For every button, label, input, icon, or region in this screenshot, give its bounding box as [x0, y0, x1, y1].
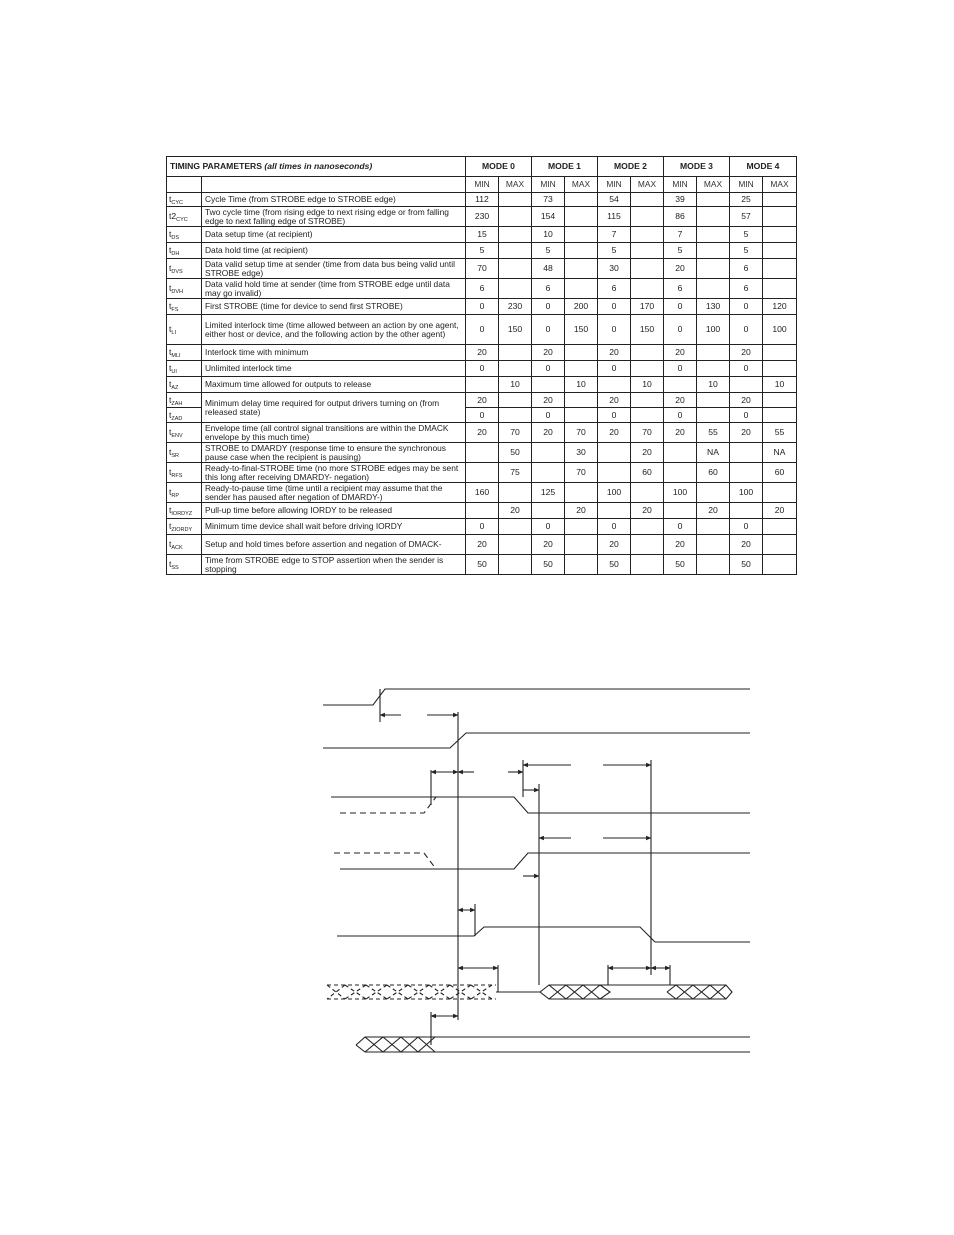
- signal-waveform-5: [337, 927, 750, 942]
- min-value: 20: [532, 423, 565, 443]
- max-value: 20: [697, 503, 730, 519]
- max-value: 100: [697, 315, 730, 345]
- min-value: 20: [664, 345, 697, 361]
- symbol-text: t2: [169, 211, 177, 221]
- symbol-text: t: [169, 283, 172, 293]
- parameter-description: Pull-up time before allowing IORDY to be released: [202, 503, 466, 519]
- max-value: 150: [631, 315, 664, 345]
- min-value: 0: [730, 299, 763, 315]
- max-value: 70: [631, 423, 664, 443]
- min-value: 48: [532, 259, 565, 279]
- min-value: 0: [730, 315, 763, 345]
- signal-waveform-1: [323, 689, 750, 705]
- max-label: MAX: [697, 177, 730, 193]
- min-value: 39: [664, 193, 697, 207]
- min-value: 25: [730, 193, 763, 207]
- min-value: 20: [532, 535, 565, 555]
- symbol-text: t: [169, 324, 172, 334]
- min-value: 0: [598, 315, 631, 345]
- symbol-subscript: SR: [171, 453, 180, 459]
- symbol-text: t: [169, 245, 172, 255]
- parameter-description: Maximum time allowed for outputs to release: [202, 377, 466, 393]
- table-title-note: (all times in nanoseconds): [264, 161, 373, 171]
- min-value: 0: [664, 315, 697, 345]
- min-value: 0: [532, 315, 565, 345]
- symbol-text: t: [169, 347, 172, 357]
- symbol-subscript: ZIORDY: [171, 527, 193, 533]
- max-value: NA: [763, 443, 797, 463]
- max-value: 100: [763, 315, 797, 345]
- symbol-text: t: [169, 394, 172, 405]
- max-value: 10: [697, 377, 730, 393]
- symbol-subscript: CYC: [176, 217, 188, 223]
- max-value: 30: [565, 443, 598, 463]
- min-value: 5: [730, 243, 763, 259]
- max-value: 230: [499, 299, 532, 315]
- symbol-text: t: [169, 447, 172, 457]
- max-value: 55: [763, 423, 797, 443]
- parameter-description: Unlimited interlock time: [202, 361, 466, 377]
- min-value: 100: [730, 483, 763, 503]
- symbol-subscript: MLI: [171, 353, 181, 359]
- symbol-text: t: [169, 505, 172, 515]
- signal-waveform-3-dashed: [340, 797, 436, 813]
- min-value: 6: [664, 279, 697, 299]
- parameter-description: Time from STROBE edge to STOP assertion when the sender is stopping: [202, 555, 466, 575]
- min-value: 20: [466, 535, 499, 555]
- parameter-description: Data hold time (at recipient): [202, 243, 466, 259]
- symbol-subscript: DVS: [171, 269, 183, 275]
- max-value: 10: [631, 377, 664, 393]
- max-value: 170: [631, 299, 664, 315]
- min-value: 100: [664, 483, 697, 503]
- symbol-subscript: ACK: [171, 545, 183, 551]
- symbol-text: t: [169, 487, 172, 497]
- min-value: 0: [466, 408, 499, 423]
- min-value: 0: [532, 519, 565, 535]
- parameter-description: Minimum time device shall wait before driving IORDY: [202, 519, 466, 535]
- max-value: 60: [631, 463, 664, 483]
- symbol-subscript: UI: [171, 369, 177, 375]
- min-value: 0: [466, 519, 499, 535]
- min-label: MIN: [598, 177, 631, 193]
- max-value: 55: [697, 423, 730, 443]
- parameter-description: Minimum delay time required for output drivers turning on (from released state): [202, 393, 466, 423]
- symbol-subscript: IORDYZ: [171, 511, 193, 517]
- max-value: 70: [565, 423, 598, 443]
- min-value: 5: [730, 227, 763, 243]
- min-value: 20: [598, 535, 631, 555]
- symbol-subscript: LI: [171, 330, 176, 336]
- symbol-subscript: SS: [171, 565, 179, 571]
- min-value: 0: [730, 519, 763, 535]
- min-value: 30: [598, 259, 631, 279]
- signal-waveform-4: [340, 853, 750, 869]
- min-value: 160: [466, 483, 499, 503]
- parameter-description: Setup and hold times before assertion and negation of DMACK-: [202, 535, 466, 555]
- min-value: 10: [532, 227, 565, 243]
- bottom-bus-waveform: [356, 1037, 750, 1052]
- max-label: MAX: [565, 177, 598, 193]
- max-label: MAX: [499, 177, 532, 193]
- min-value: 6: [466, 279, 499, 299]
- min-value: 6: [730, 279, 763, 299]
- min-value: 0: [664, 299, 697, 315]
- parameter-description: Limited interlock time (time allowed between an action by one agent, either host or device, and the following action by the other agent): [202, 315, 466, 345]
- min-value: 20: [730, 345, 763, 361]
- min-value: 0: [598, 519, 631, 535]
- symbol-subscript: RP: [171, 493, 180, 499]
- min-value: 73: [532, 193, 565, 207]
- mode-header: MODE 3: [664, 157, 730, 177]
- max-value: 10: [499, 377, 532, 393]
- symbol-text: t: [169, 263, 172, 273]
- parameter-description: First STROBE (time for device to send first STROBE): [202, 299, 466, 315]
- symbol-subscript: RFS: [171, 473, 183, 479]
- max-value: 60: [763, 463, 797, 483]
- min-value: 0: [598, 408, 631, 423]
- min-value: 0: [598, 299, 631, 315]
- min-value: 54: [598, 193, 631, 207]
- max-value: 10: [565, 377, 598, 393]
- min-value: 50: [466, 555, 499, 575]
- max-value: 150: [565, 315, 598, 345]
- max-label: MAX: [763, 177, 797, 193]
- parameter-description: Data valid setup time at sender (time from data bus being valid until STROBE edge): [202, 259, 466, 279]
- min-value: 20: [532, 393, 565, 408]
- max-value: 20: [631, 503, 664, 519]
- max-value: 20: [499, 503, 532, 519]
- max-value: 10: [763, 377, 797, 393]
- min-value: 115: [598, 207, 631, 227]
- min-value: 0: [664, 408, 697, 423]
- min-value: 6: [730, 259, 763, 279]
- min-value: 20: [664, 259, 697, 279]
- min-value: 20: [664, 535, 697, 555]
- max-value: NA: [697, 443, 730, 463]
- max-value: 70: [499, 423, 532, 443]
- min-value: 6: [532, 279, 565, 299]
- min-value: 100: [598, 483, 631, 503]
- min-label: MIN: [532, 177, 565, 193]
- signal-waveform-2: [323, 733, 750, 748]
- min-value: 20: [466, 423, 499, 443]
- min-value: 5: [598, 243, 631, 259]
- symbol-text: t: [169, 427, 172, 437]
- mode-header: MODE 2: [598, 157, 664, 177]
- symbol-subscript: DH: [171, 251, 180, 257]
- parameter-description: Ready-to-pause time (time until a recipient may assume that the sender has paused after negation of DMARDY-): [202, 483, 466, 503]
- min-value: 0: [466, 299, 499, 315]
- min-value: 112: [466, 193, 499, 207]
- symbol-subscript: DVH: [171, 289, 184, 295]
- max-value: 60: [697, 463, 730, 483]
- min-value: 0: [532, 361, 565, 377]
- min-value: 20: [466, 345, 499, 361]
- symbol-text: t: [169, 409, 172, 420]
- parameter-description: Two cycle time (from rising edge to next rising edge or from falling edge to next falling edge of STROBE): [202, 207, 466, 227]
- max-value: 120: [763, 299, 797, 315]
- min-label: MIN: [466, 177, 499, 193]
- parameter-description: Data setup time (at recipient): [202, 227, 466, 243]
- min-value: 20: [598, 423, 631, 443]
- min-value: 0: [466, 315, 499, 345]
- signal-waveform-3: [331, 797, 750, 813]
- max-value: 200: [565, 299, 598, 315]
- parameter-description: Data valid hold time at sender (time from STROBE edge until data may go invalid): [202, 279, 466, 299]
- min-value: 20: [532, 345, 565, 361]
- min-value: 86: [664, 207, 697, 227]
- parameter-description: Interlock time with minimum: [202, 345, 466, 361]
- max-value: 70: [565, 463, 598, 483]
- min-value: 0: [466, 361, 499, 377]
- min-value: 0: [664, 361, 697, 377]
- symbol-subscript: CYC: [171, 200, 184, 206]
- parameter-description: Cycle Time (from STROBE edge to STROBE edge): [202, 193, 466, 207]
- min-value: 5: [532, 243, 565, 259]
- max-label: MAX: [631, 177, 664, 193]
- mode-header: MODE 0: [466, 157, 532, 177]
- min-value: 0: [664, 519, 697, 535]
- symbol-text: t: [169, 559, 172, 569]
- min-value: 20: [664, 393, 697, 408]
- min-value: 50: [664, 555, 697, 575]
- max-value: 50: [499, 443, 532, 463]
- mode-header: MODE 1: [532, 157, 598, 177]
- min-value: 20: [598, 393, 631, 408]
- min-value: 7: [664, 227, 697, 243]
- min-value: 0: [598, 361, 631, 377]
- min-value: 20: [466, 393, 499, 408]
- symbol-subscript: ZAH: [171, 400, 183, 407]
- min-value: 5: [664, 243, 697, 259]
- min-value: 50: [532, 555, 565, 575]
- max-value: 130: [697, 299, 730, 315]
- min-value: 20: [598, 345, 631, 361]
- parameter-description: STROBE to DMARDY (response time to ensure the synchronous pause case when the recipient is pausing): [202, 443, 466, 463]
- min-value: 7: [598, 227, 631, 243]
- mode-header: MODE 4: [730, 157, 797, 177]
- max-value: 20: [631, 443, 664, 463]
- min-value: 20: [664, 423, 697, 443]
- min-value: 70: [466, 259, 499, 279]
- symbol-subscript: ZAD: [171, 415, 183, 422]
- min-value: 20: [730, 535, 763, 555]
- min-value: 125: [532, 483, 565, 503]
- min-value: 230: [466, 207, 499, 227]
- min-value: 0: [532, 299, 565, 315]
- min-value: 5: [466, 243, 499, 259]
- symbol-text: t: [169, 539, 172, 549]
- symbol-text: t: [169, 194, 172, 204]
- min-value: 20: [730, 393, 763, 408]
- min-value: 20: [730, 423, 763, 443]
- max-value: 20: [565, 503, 598, 519]
- min-value: 0: [730, 361, 763, 377]
- signal-waveform-4-dashed: [334, 853, 436, 869]
- min-value: 50: [730, 555, 763, 575]
- max-value: 150: [499, 315, 532, 345]
- symbol-text: t: [169, 467, 172, 477]
- symbol-subscript: FS: [171, 307, 179, 313]
- data-bus-waveform: [327, 985, 732, 999]
- symbol-text: t: [169, 363, 172, 373]
- min-label: MIN: [730, 177, 763, 193]
- parameter-description: Envelope time (all control signal transitions are within the DMACK envelope by this much time): [202, 423, 466, 443]
- symbol-text: t: [169, 521, 172, 531]
- min-value: 15: [466, 227, 499, 243]
- min-label: MIN: [664, 177, 697, 193]
- min-value: 6: [598, 279, 631, 299]
- table-title: TIMING PARAMETERS: [170, 161, 262, 171]
- symbol-text: t: [169, 229, 172, 239]
- min-value: 0: [730, 408, 763, 423]
- parameter-description: Ready-to-final-STROBE time (no more STROBE edges may be sent this long after receiving DMARDY- negation): [202, 463, 466, 483]
- min-value: 0: [532, 408, 565, 423]
- symbol-subscript: AZ: [171, 385, 179, 391]
- symbol-text: t: [169, 301, 172, 311]
- min-value: 50: [598, 555, 631, 575]
- max-value: 75: [499, 463, 532, 483]
- max-value: 20: [763, 503, 797, 519]
- symbol-subscript: DS: [171, 235, 180, 241]
- min-value: 57: [730, 207, 763, 227]
- symbol-text: t: [169, 379, 172, 389]
- symbol-subscript: ENV: [171, 433, 183, 439]
- min-value: 154: [532, 207, 565, 227]
